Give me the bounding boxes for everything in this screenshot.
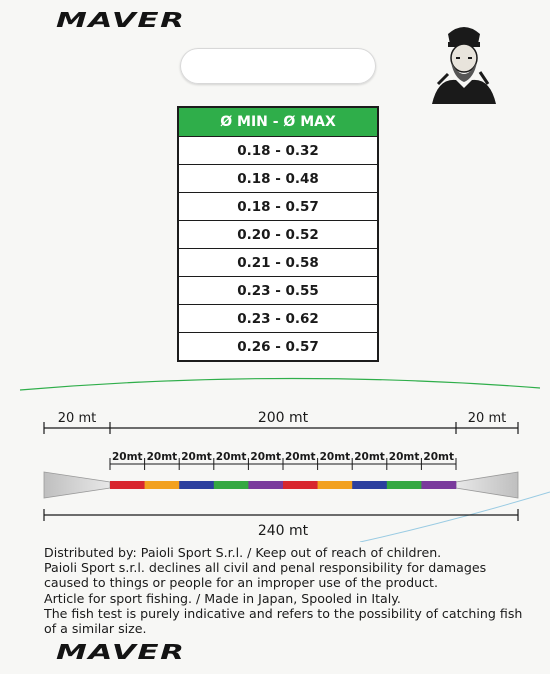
segment-label: 20mt bbox=[215, 451, 247, 463]
disclaimer-line: Article for sport fishing. / Made in Japan, Spooled in Italy. bbox=[44, 590, 401, 606]
diameter-table bbox=[177, 106, 379, 362]
segment-label: 20mt bbox=[181, 451, 212, 463]
table-row: 0.20 - 0.52 bbox=[178, 221, 378, 249]
fisherman-illustration-icon bbox=[418, 14, 510, 106]
segment-label: 20mt bbox=[285, 451, 316, 463]
line-segment bbox=[145, 481, 180, 489]
disclaimer-line: Distributed by: Paioli Sport S.r.l. / Keep out of reach of children. bbox=[44, 545, 442, 560]
disclaimer-line: The fish test is purely indicative and refers to the possibility of catching fish of a similar size. bbox=[44, 605, 523, 637]
line-segment bbox=[214, 481, 249, 489]
table-row: 0.23 - 0.55 bbox=[178, 277, 378, 305]
line-segment bbox=[318, 481, 353, 489]
brand-logo-top: MAVER bbox=[56, 8, 186, 32]
line-segment bbox=[179, 481, 214, 489]
segment-label: 20mt bbox=[388, 451, 420, 463]
line-segment bbox=[387, 481, 422, 489]
segment-label: 20mt bbox=[250, 451, 281, 463]
segment-label: 20mt bbox=[319, 451, 351, 463]
hang-slot bbox=[180, 48, 376, 84]
table-row: 0.21 - 0.58 bbox=[178, 249, 378, 277]
table-row: 0.18 - 0.32 bbox=[178, 137, 378, 165]
line-segment bbox=[421, 481, 456, 489]
leader-right-shape bbox=[456, 472, 518, 498]
table-row: 0.18 - 0.57 bbox=[178, 193, 378, 221]
segment-label: 20mt bbox=[423, 451, 454, 463]
colored-segments bbox=[110, 481, 456, 489]
line-length-diagram bbox=[0, 372, 550, 542]
segment-ticks bbox=[110, 451, 456, 470]
total-length-label: 240 mt bbox=[257, 523, 309, 539]
table-row: 0.26 - 0.57 bbox=[178, 333, 378, 362]
decorative-swoosh-line bbox=[20, 378, 540, 390]
line-segment bbox=[110, 481, 145, 489]
line-segment bbox=[283, 481, 318, 489]
leader-left-label: 20 mt bbox=[57, 411, 97, 426]
leader-left-shape bbox=[44, 472, 110, 498]
decorative-swoosh-line bbox=[360, 492, 550, 542]
table-header: Ø MIN - Ø MAX bbox=[178, 107, 378, 137]
segment-label: 20mt bbox=[112, 451, 143, 463]
line-segment bbox=[248, 481, 283, 489]
segment-label: 20mt bbox=[146, 451, 178, 463]
table-row: 0.23 - 0.62 bbox=[178, 305, 378, 333]
table-row: 0.18 - 0.48 bbox=[178, 165, 378, 193]
disclaimer-text bbox=[44, 545, 524, 636]
leader-right-label: 20 mt bbox=[467, 411, 507, 426]
line-segment bbox=[352, 481, 387, 489]
main-length-label: 200 mt bbox=[257, 410, 309, 426]
brand-logo-bottom: MAVER bbox=[56, 640, 186, 664]
disclaimer-line: Paioli Sport s.r.l. declines all civil and penal responsibility for damages caused to things or people for an improper use of the product. bbox=[44, 560, 487, 591]
segment-label: 20mt bbox=[354, 451, 385, 463]
